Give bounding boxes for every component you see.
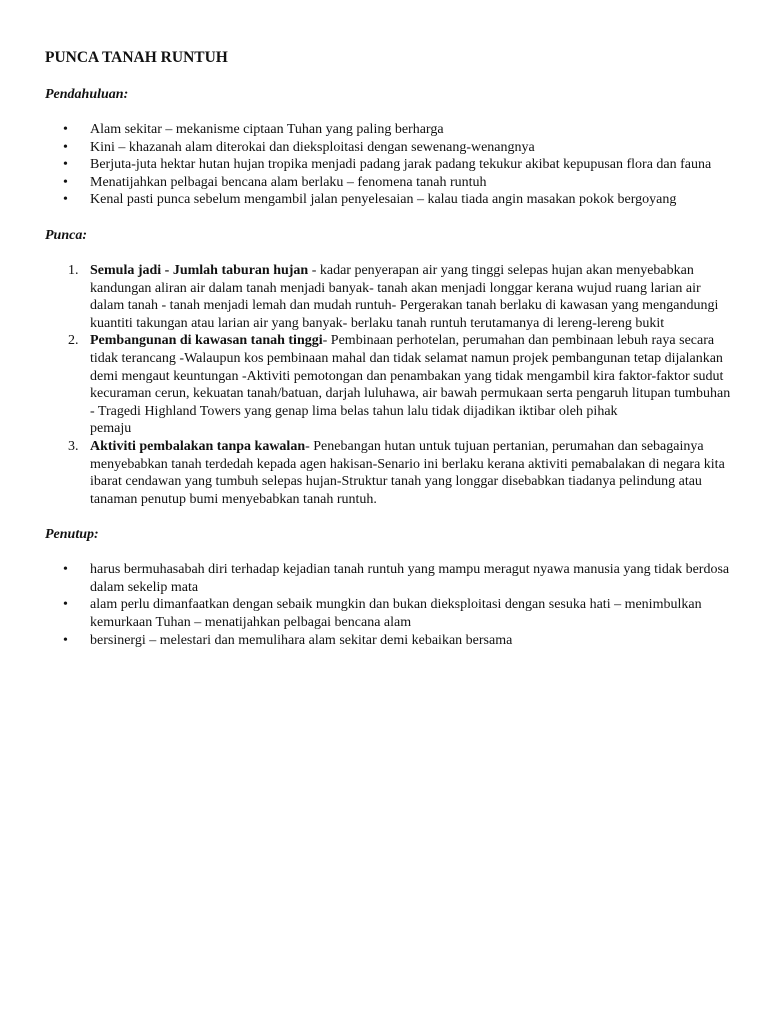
list-item-text: Kenal pasti punca sebelum mengambil jalan penyelesaian – kalau tiada angin masakan pokok bergoyang [90, 192, 677, 208]
list-item [45, 139, 735, 157]
document-title: PUNCA TANAH RUNTUH [45, 49, 228, 66]
list-penutup [45, 561, 735, 649]
bullet-icon: • [63, 157, 68, 173]
item-bold-heading: Semula jadi - Jumlah taburan hujan [90, 262, 309, 278]
item-number: 2. [68, 333, 79, 349]
bullet-icon: • [63, 192, 68, 208]
list-item-text: alam perlu dimanfaatkan dengan sebaik mungkin dan bukan dieksploitasi dengan sesuka hati – menimbulkan kemurkaan Tuhan – menatijahkan pelbagai bencana alam [90, 597, 702, 631]
list-item [45, 632, 735, 650]
item-body-text: - Penebangan hutan untuk tujuan pertanian, perumahan dan sebagainya menyebabkan tanah terdedah kepada agen hakisan-Senario ini berlaku kerana aktiviti pemabalakan di negara kita ibarat cendawan yang tumbuh selepas hujan-Struktur tanah yang longgar disebabkan tiadanya pelindung atau tanaman penutup bumi menyebabkan tanah runtuh. [90, 438, 725, 507]
item-extra-text: pemaju [90, 421, 132, 437]
bullet-icon: • [63, 632, 68, 648]
item-number: 1. [68, 262, 79, 278]
list-item [45, 561, 735, 596]
list-item-text: Menatijahkan pelbagai bencana alam berlaku – fenomena tanah runtuh [90, 174, 487, 190]
list-item [45, 191, 735, 209]
list-pendahuluan [45, 121, 735, 209]
bullet-icon: • [63, 174, 68, 190]
bullet-icon: • [63, 122, 68, 137]
bullet-icon: • [63, 139, 68, 155]
heading-punca: Punca: [45, 227, 87, 243]
numbered-item [45, 438, 735, 508]
item-bold-heading: Aktiviti pembalakan tanpa kawalan [90, 438, 306, 454]
list-item [45, 174, 735, 192]
item-body-text: - Pembinaan perhotelan, perumahan dan pembinaan lebuh raya secara tidak terancang -Walaupun kos pembinaan mahal dan tidak selamat namun projek pembangunan tetap dijalankan demi mengaut keuntungan -Aktiviti pemotongan dan penambakan yang tidak mengambil kira faktor-faktor sudut kecuraman cerun, kekuatan tanah/batuan, darjah luluhawa, air bawah permukaan serta pengaruh litupan tumbuhan - Tragedi Highland Towers yang genap lima belas tahun lalu tidak dijadikan iktibar oleh pihak [90, 333, 731, 419]
list-item-text: Kini – khazanah alam diterokai dan dieksploitasi dengan sewenang-wenangnya [90, 139, 535, 155]
document-page [45, 48, 735, 649]
bullet-icon: • [63, 597, 68, 613]
list-item [45, 156, 735, 174]
item-bold-heading: Pembangunan di kawasan tanah tinggi [90, 333, 323, 349]
list-item [45, 121, 735, 139]
heading-penutup: Penutup: [45, 527, 99, 543]
heading-pendahuluan: Pendahuluan: [45, 87, 129, 102]
item-number: 3. [68, 438, 79, 454]
list-item-text: bersinergi – melestari dan memulihara alam sekitar demi kebaikan bersama [90, 632, 513, 648]
item-body-text: - kadar penyerapan air yang tinggi selepas hujan akan menyebabkan kandungan aliran air dalam tanah menjadi banyak- tanah akan menjadi longgar kerana wujud ruang larian air dalam tanah - tanah menjadi lemah dan mudah runtuh- Pergerakan tanah berlaku di kawasan yang mengandungi kuantiti takungan atau larian air yang banyak- berlaku tanah runtuh terutamanya di lereng-lereng bukit [90, 262, 719, 331]
list-punca [45, 262, 735, 508]
bullet-icon: • [63, 562, 68, 578]
list-item [45, 596, 735, 631]
numbered-item [45, 332, 735, 438]
list-item-text: Berjuta-juta hektar hutan hujan tropika menjadi padang jarak padang tekukur akibat kepupusan flora dan fauna [90, 157, 712, 173]
list-item-text: harus bermuhasabah diri terhadap kejadian tanah runtuh yang mampu meragut nyawa manusia yang tidak berdosa dalam sekelip mata [90, 562, 730, 595]
numbered-item [45, 262, 735, 332]
list-item-text: Alam sekitar – mekanisme ciptaan Tuhan yang paling berharga [90, 122, 444, 137]
